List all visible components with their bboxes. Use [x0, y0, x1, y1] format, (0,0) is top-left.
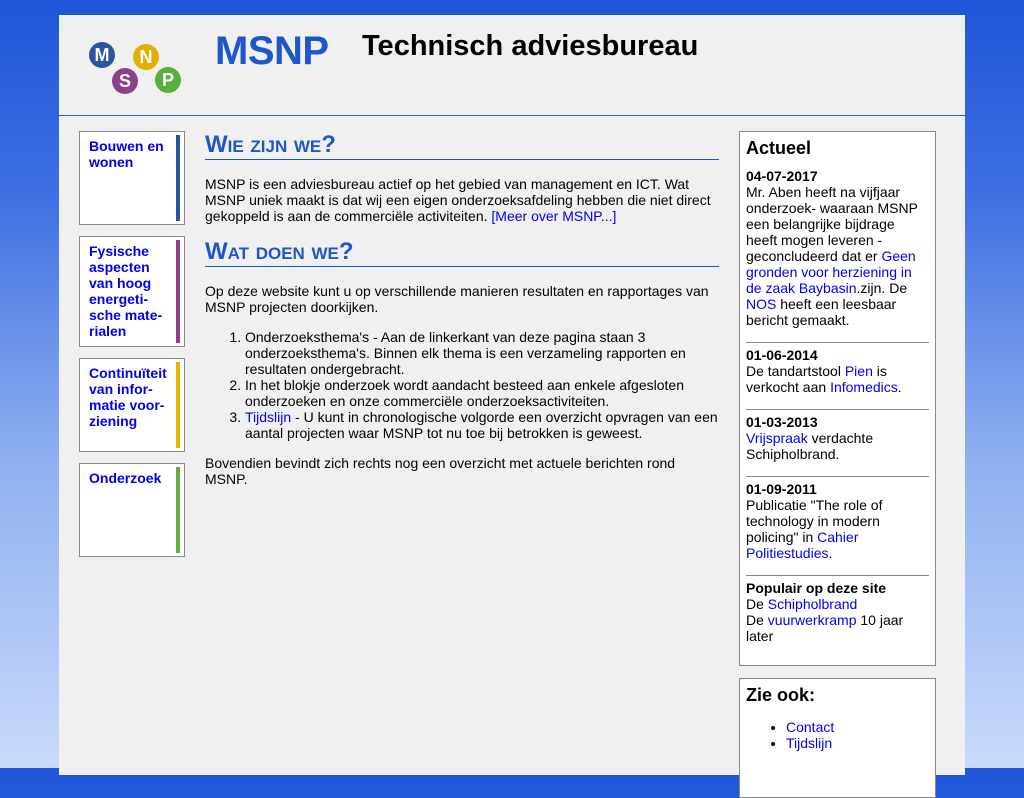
divider	[746, 476, 929, 477]
who-body: MSNP is een adviesbureau actief op het gebied van management en ICT. Wat MSNP uniek maakt is dat wij een eigen onderzoeksafdeling hebben die niet direct gekoppeld is aan de commerciële activiteiten.	[205, 176, 711, 224]
news-text: De tandartstool	[746, 363, 845, 379]
popular-text: De	[746, 612, 768, 628]
news-text: .zijn. De	[856, 280, 908, 296]
nav-item-label[interactable]: Onderzoek	[89, 470, 162, 486]
what-heading: Wat doen we?	[205, 238, 719, 267]
nav-item-label[interactable]: Fysische aspecten van hoog energeti- sche mate- rialen	[89, 243, 163, 339]
msnp-logo[interactable]	[89, 42, 185, 98]
news-text: heeft een leesbaar bericht gemaakt.	[746, 296, 897, 328]
news-text: .	[828, 545, 833, 561]
nav-color-bar	[176, 362, 180, 448]
logo-circle-m: M	[89, 42, 115, 68]
news-date: 01-09-2011	[746, 481, 817, 497]
list-item	[245, 377, 719, 409]
timeline-link[interactable]: Tijdslijn	[786, 735, 833, 751]
popular-text: De	[746, 596, 768, 612]
divider	[746, 575, 929, 576]
nav-color-bar	[176, 467, 180, 553]
main-content	[205, 131, 719, 487]
popular-title: Populair op deze site	[746, 580, 887, 596]
logo-circle-n: N	[133, 44, 159, 70]
list-item-text: Onderzoeksthema's - Aan de linkerkant van deze pagina staan 3 onderzoeksthema's. Binnen elk thema is een verzameling rapporten en resultaten ondergebracht.	[245, 329, 686, 377]
nav-color-bar	[176, 240, 180, 343]
list-item-text: - U kunt in chronologische volgorde een overzicht opvragen van een aantal projecten waar MSNP tot nu toe bij betrokken is geweest.	[245, 409, 718, 441]
what-list	[205, 329, 719, 441]
nav-item-onderzoek[interactable]	[79, 463, 185, 557]
nav-item-label[interactable]: Continuïteit van infor- matie voor- ziening	[89, 365, 167, 429]
nav-item-bouwen-en-wonen[interactable]	[79, 131, 185, 225]
list-item	[786, 735, 929, 751]
see-also-list	[746, 719, 929, 751]
news-box	[739, 131, 936, 666]
nav-item-continuiteit[interactable]	[79, 358, 185, 452]
list-item	[245, 409, 719, 441]
nav-item-fysische-aspecten[interactable]	[79, 236, 185, 347]
timeline-link[interactable]: Tijdslijn	[245, 409, 292, 425]
list-item	[786, 719, 929, 735]
news-date: 04-07-2017	[746, 168, 818, 184]
infomedics-link[interactable]: Infomedics	[830, 379, 898, 395]
popular-text: 10 jaar later	[746, 612, 904, 644]
vuurwerkramp-link[interactable]: vuurwerkramp	[767, 612, 857, 628]
logo-circle-s: S	[112, 68, 138, 94]
nav-item-label[interactable]: Bouwen en wonen	[89, 138, 164, 170]
more-about-link[interactable]: [Meer over MSNP...]	[491, 208, 617, 224]
sidebar	[739, 131, 936, 798]
baybasin-link[interactable]: Geen gronden voor herziening in de zaak Baybasin	[746, 248, 916, 296]
what-intro: Op deze website kunt u op verschillende manieren resultaten en rapportages van MSNP projecten doorkijken.	[205, 283, 709, 315]
divider	[746, 409, 929, 410]
news-text: Mr. Aben heeft na vijfjaar onderzoek- waaraan MSNP een belangrijke bijdrage heeft mogen leveren - geconcludeerd dat er	[746, 184, 918, 264]
news-title: Actueel	[746, 138, 812, 158]
schipholbrand-link[interactable]: Schipholbrand	[767, 596, 858, 612]
site-header	[59, 15, 965, 116]
pien-link[interactable]: Pien	[844, 363, 873, 379]
who-heading: Wie zijn we?	[205, 131, 719, 160]
nav-color-bar	[176, 135, 180, 221]
vrijspraak-link[interactable]: Vrijspraak	[746, 430, 808, 446]
page-container	[59, 15, 965, 775]
news-item	[746, 481, 929, 561]
news-item	[746, 414, 929, 462]
news-text: .	[897, 379, 902, 395]
brand-name[interactable]: MSNP	[215, 29, 329, 73]
see-also-title: Zie ook:	[746, 685, 816, 705]
news-text: Publicatie "The role of technology in modern policing" in	[746, 497, 883, 545]
news-text: is verkocht aan	[746, 363, 887, 395]
see-also-box	[739, 678, 936, 798]
list-item	[245, 329, 719, 377]
news-text: verdachte Schipholbrand.	[746, 430, 874, 462]
cahier-link[interactable]: Cahier Politiestudies	[746, 529, 859, 561]
who-text	[205, 176, 719, 224]
list-item-text: In het blokje onderzoek wordt aandacht besteed aan enkele afgesloten onderzoeken en onze commerciële onderzoeksactiviteiten.	[245, 377, 684, 409]
site-tagline: Technisch adviesbureau	[362, 30, 699, 62]
news-date: 01-06-2014	[746, 347, 818, 363]
contact-link[interactable]: Contact	[786, 719, 835, 735]
news-item	[746, 168, 929, 328]
popular-item	[746, 612, 929, 644]
what-outro: Bovendien bevindt zich rechts nog een overzicht met actuele berichten rond MSNP.	[205, 455, 676, 487]
popular-section	[746, 580, 929, 644]
popular-item	[746, 596, 929, 612]
divider	[746, 342, 929, 343]
news-date: 01-03-2013	[746, 414, 818, 430]
news-item	[746, 347, 929, 395]
nos-link[interactable]: NOS	[746, 296, 777, 312]
theme-nav	[79, 131, 185, 568]
logo-circle-p: P	[155, 67, 181, 93]
